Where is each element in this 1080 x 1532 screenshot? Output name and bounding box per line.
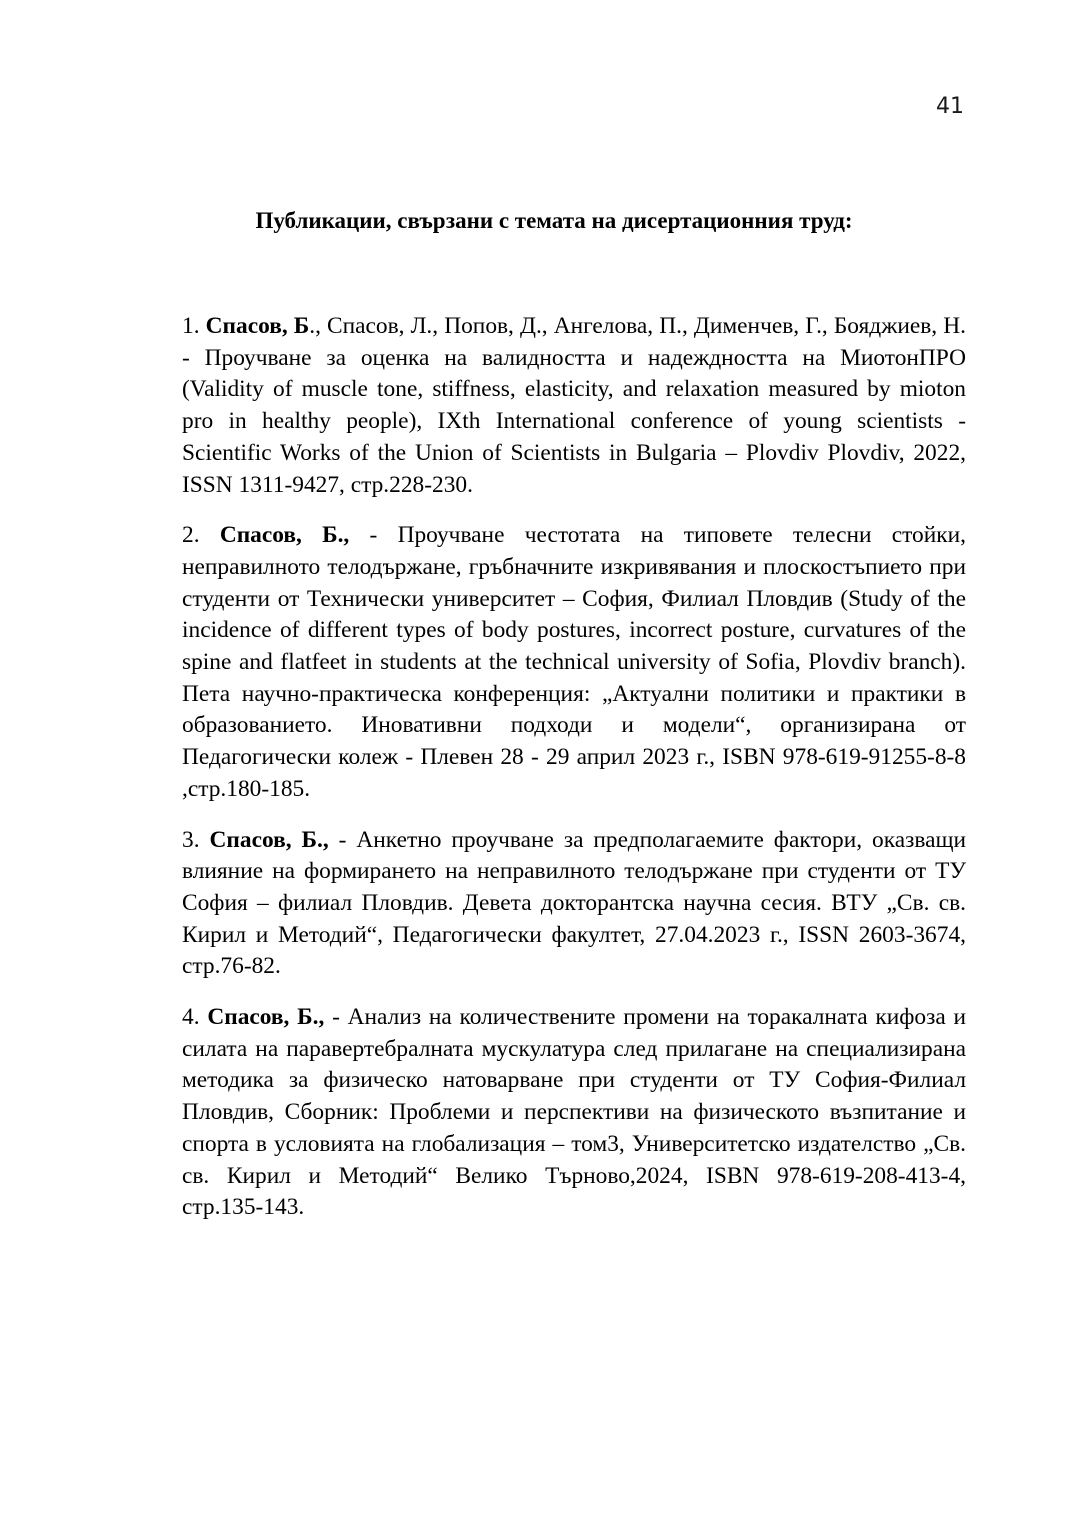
publication-item-4	[182, 1002, 966, 1224]
publication-author: Спасов, Б.,	[207, 1004, 325, 1031]
publication-number: 1.	[182, 313, 200, 339]
publication-author: Спасов, Б	[205, 313, 310, 339]
publication-text: - Анкетно проучване за предполагаемите фактори, оказващи влияние на формирането на неправилното телодържане при студенти от ТУ София – филиал Пловдив. Девета докторантска научна сесия. ВТУ „Св. св. Кирил и Методий“, Педагогически факултет, 27.04.2023 г., ISSN 2603-3674, стр.76-82.	[182, 826, 966, 980]
publication-list	[182, 311, 966, 1243]
publication-item-3	[182, 825, 966, 984]
publication-number: 2.	[182, 522, 200, 549]
publication-item-1	[182, 311, 966, 501]
publication-text: - Анализ на количествените промени на торакалната кифоза и силата на паравертебралната мускулатура след прилагане на специализирана методика за физическо натоварване при студенти от ТУ София-Филиал Пловдив, Сборник: Проблеми и перспективи на физическото възпитание и спорта в условията на глобализация – том3, Университетско издателство „Св. св. Кирил и Методий“ Велико Търново,2024, ISBN 978-619-208-413-4, стр.135-143.	[182, 1004, 966, 1221]
publication-author: Спасов, Б.,	[219, 522, 350, 549]
page-number: 41	[936, 94, 964, 119]
publication-text: ., Спасов, Л., Попов, Д., Ангелова, П., Дименчев, Г., Бояджиев, Н. - Проучване за оценка на валидността и надеждността на МиотонПРО (Validity of muscle tone, stiffness, elasticity, and relaxation measured by mioton pro in healthy people), IXth International conference of young scientists - Scientific Works of the Union of Scientists in Bulgaria – Plovdiv Plovdiv, 2022, ISSN 1311-9427, стр.228-230.	[182, 313, 966, 498]
publication-item-2	[182, 520, 966, 805]
publication-text: - Проучване честотата на типовете телесни стойки, неправилното телодържане, гръбначните изкривявания и плоскостъпието при студенти от Технически университет – София, Филиал Пловдив (Study of the incidence of different types of body postures, incorrect posture, curvatures of the spine and flatfeet in students at the technical university of Sofia, Plovdiv branch). Пета научно-практическа конференция: „Актуални политики и практики в образованието. Иновативни подходи и модели“, организирана от Педагогически колеж - Плевен 28 - 29 април 2023 г., ISBN 978-619-91255-8-8 ,стр.180-185.	[182, 522, 966, 802]
publication-number: 4.	[182, 1004, 200, 1031]
publication-number: 3.	[182, 826, 200, 853]
publication-author: Спасов, Б.,	[209, 826, 329, 853]
page-title: Публикации, свързани с темата на дисертационния труд:	[255, 208, 853, 233]
